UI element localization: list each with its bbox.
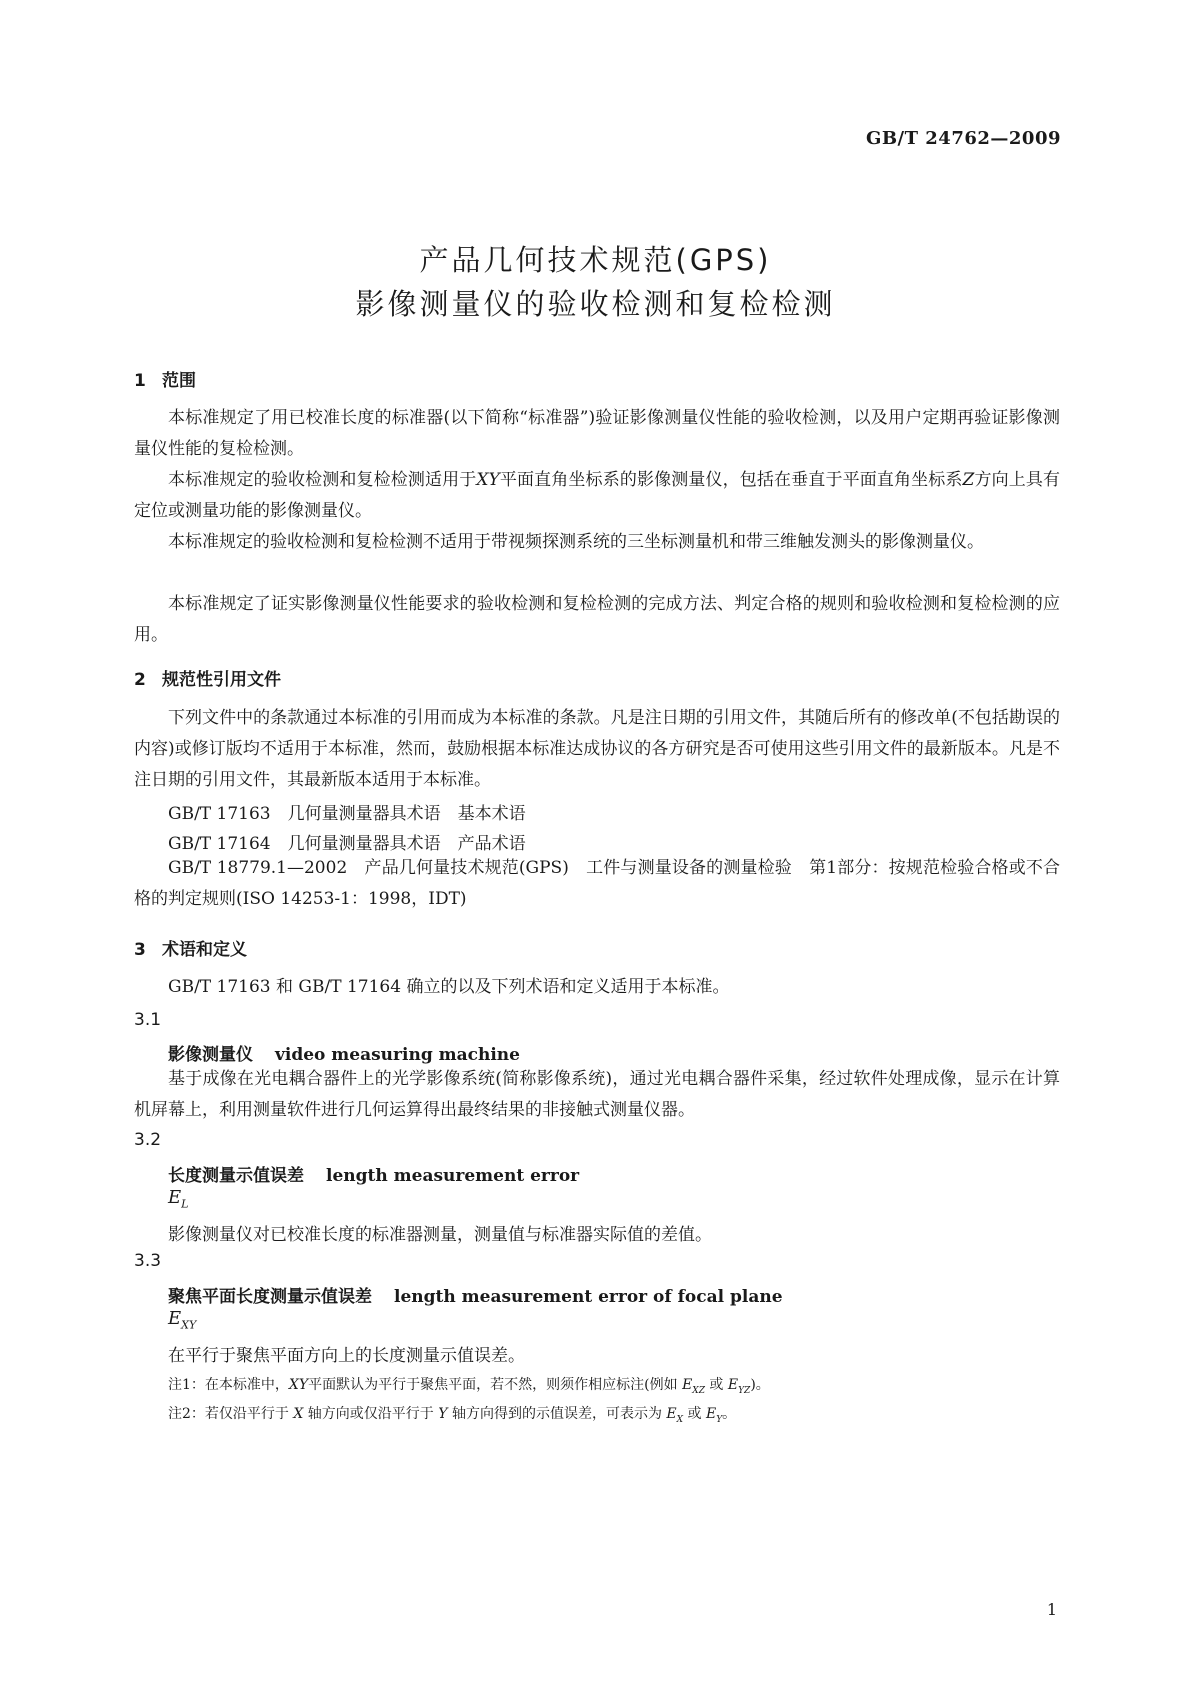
term-number: 3.1: [134, 1010, 162, 1030]
reference-item: GB/T 18779.1—2002 产品几何量技术规范(GPS) 工件与测量设备的测量检验 第1部分：按规范检验合格或不合格的判定规则(ISO 14253-1：1998，IDT): [134, 858, 1060, 909]
term-en: length measurement error of focal plane: [394, 1287, 783, 1307]
paragraph: 本标准规定的验收检测和复检检测适用于XY平面直角坐标系的影像测量仪，包括在垂直于平面直角坐标系Z方向上具有定位或测量功能的影像测量仪。: [134, 470, 1061, 521]
section-number: 2: [134, 670, 146, 690]
document-title-line2: 影像测量仪的验收检测和复检检测: [355, 287, 836, 321]
note-1: 注1：在本标准中，XY平面默认为平行于聚焦平面，若不然，则须作相应标注(例如 $E_{XZ}$ 或 $E_{YZ}$)。: [168, 1377, 770, 1396]
term-definition: 基于成像在光电耦合器件上的光学影像系统(简称影像系统)，通过光电耦合器件采集，经过软件处理成像，显示在计算机屏幕上，利用测量软件进行几何运算得出最终结果的非接触式测量仪器。: [134, 1069, 1060, 1120]
reference-item: GB/T 17164 几何量测量器具术语 产品术语: [168, 834, 526, 854]
term-heading: [168, 1040, 520, 1065]
term-definition: 在平行于聚焦平面方向上的长度测量示值误差。: [168, 1346, 525, 1366]
term-heading: [168, 1282, 783, 1307]
section-1-heading: [134, 366, 196, 391]
term-symbol: $E_L$: [168, 1187, 189, 1211]
section-3-heading: [134, 935, 247, 960]
term-zh: 长度测量示值误差: [168, 1166, 304, 1186]
page-number: 1: [1046, 1600, 1057, 1619]
section-2-heading: [134, 665, 281, 690]
section-title: 范围: [162, 371, 196, 391]
standard-code: GB/T 24762—2009: [865, 128, 1061, 149]
term-zh: 影像测量仪: [168, 1045, 253, 1065]
reference-item: GB/T 17163 几何量测量器具术语 基本术语: [168, 804, 526, 824]
term-en: length measurement error: [326, 1166, 580, 1186]
term-number: 3.3: [134, 1251, 162, 1271]
term-number: 3.2: [134, 1130, 162, 1150]
note-2: 注2：若仅沿平行于 X 轴方向或仅沿平行于 Y 轴方向得到的示值误差，可表示为 $E_X$ 或 $E_Y$。: [168, 1406, 737, 1425]
term-zh: 聚焦平面长度测量示值误差: [168, 1287, 372, 1307]
section-number: 3: [134, 940, 146, 960]
paragraph: 本标准规定了用已校准长度的标准器(以下简称“标准器”)验证影像测量仪性能的验收检测，以及用户定期再验证影像测量仪性能的复检检测。: [134, 408, 1060, 459]
paragraph: 下列文件中的条款通过本标准的引用而成为本标准的条款。凡是注日期的引用文件，其随后所有的修改单(不包括勘误的内容)或修订版均不适用于本标准，然而，鼓励根据本标准达成协议的各方研究是否可使用这些引用文件的最新版本。凡是不注日期的引用文件，其最新版本适用于本标准。: [134, 708, 1060, 790]
paragraph: 本标准规定了证实影像测量仪性能要求的验收检测和复检检测的完成方法、判定合格的规则和验收检测和复检检测的应用。: [134, 594, 1060, 645]
term-en: video measuring machine: [275, 1045, 520, 1065]
term-definition: 影像测量仪对已校准长度的标准器测量，测量值与标准器实际值的差值。: [168, 1225, 712, 1245]
section-title: 术语和定义: [162, 940, 247, 960]
term-heading: [168, 1161, 579, 1186]
term-symbol: $E_{XY}$: [168, 1308, 197, 1332]
paragraph: 本标准规定的验收检测和复检检测不适用于带视频探测系统的三坐标测量机和带三维触发测头的影像测量仪。: [168, 532, 984, 552]
section-number: 1: [134, 371, 146, 391]
paragraph: GB/T 17163 和 GB/T 17164 确立的以及下列术语和定义适用于本标准。: [168, 977, 730, 997]
document-title-line1: 产品几何技术规范(GPS): [419, 243, 772, 277]
section-title: 规范性引用文件: [162, 670, 281, 690]
